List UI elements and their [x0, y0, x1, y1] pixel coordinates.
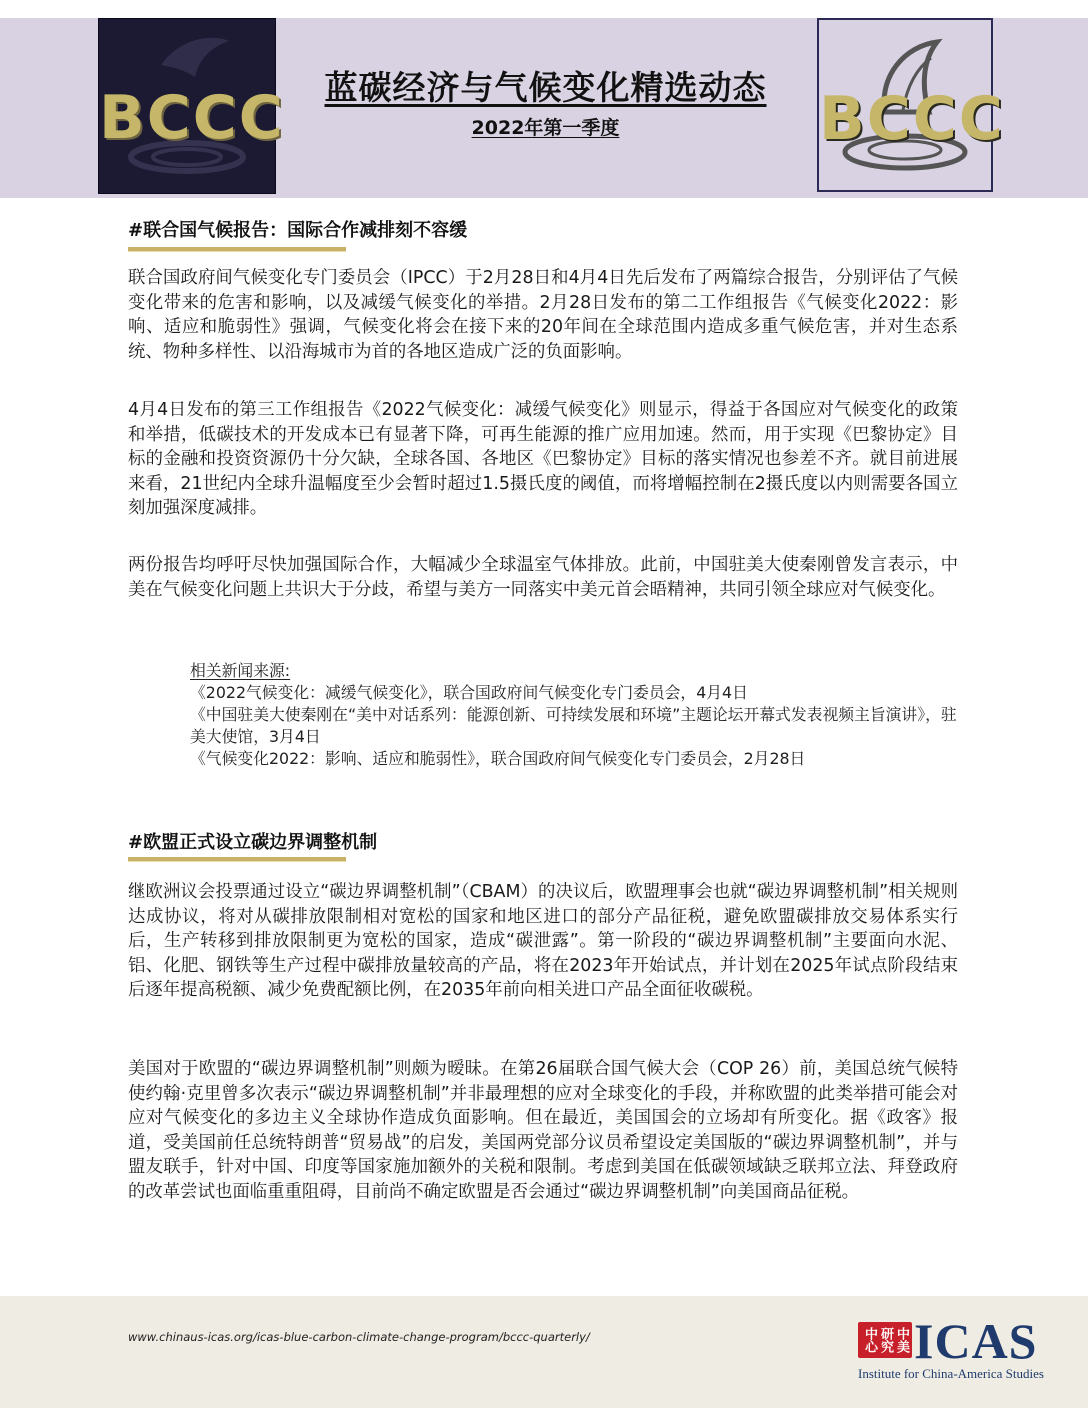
source-item: 《中国驻美大使秦刚在“美中对话系列：能源创新、可持续发展和环境”主题论坛开幕式发表视频主旨演讲》，驻美大使馆，3月4日	[190, 705, 957, 746]
icas-logo: ICAS	[914, 1313, 1038, 1369]
paragraph: 联合国政府间气候变化专门委员会（IPCC）于2月28日和4月4日先后发布了两篇综合报告，分别评估了气候变化带来的危害和影响，以及减缓气候变化的举措。2月28日发布的第二工作组报告《气候变化2022：影响、适应和脆弱性》强调，气候变化将会在接下来的20年间在全球范围内造成多重气候危害，并对生态系统、物种多样性、以沿海城市为首的各地区造成广泛的负面影响。	[128, 268, 958, 362]
logo-text: BCCC	[819, 84, 1005, 154]
heading-rule	[128, 857, 346, 861]
section-heading: #欧盟正式设立碳边界调整机制	[128, 832, 378, 853]
logo-text: BCCC	[99, 83, 285, 153]
paragraph: 4月4日发布的第三工作组报告《2022气候变化：减缓气候变化》则显示，得益于各国应对气候变化的政策和举措，低碳技术的开发成本已有显著下降，可再生能源的推广应用加速。然而，用于实现《巴黎协定》目标的金融和投资资源仍十分欠缺，全球各国、各地区《巴黎协定》目标的落实情况也参差不齐。就目前进展来看，21世纪内全球升温幅度至少会暂时超过1.5摄氏度的阈值，而将增幅控制在2摄氏度以内则需要各国立刻加强深度减排。	[128, 400, 958, 518]
footer-url[interactable]: www.chinaus-icas.org/icas-blue-carbon-climate-change-program/bccc-quarterly/	[128, 1330, 590, 1344]
paragraph: 继欧洲议会投票通过设立“碳边界调整机制”（CBAM）的决议后，欧盟理事会也就“碳边界调整机制”相关规则达成协议，将对从碳排放限制相对宽松的国家和地区进口的部分产品征税，避免欧盟碳排放交易体系实行后，生产转移到排放限制更为宽松的国家，造成“碳泄露”。第一阶段的“碳边界调整机制”主要面向水泥、铝、化肥、钢铁等生产过程中碳排放量较高的产品，将在2023年开始试点，并计划在2025年试点阶段结束后逐年提高税额、减少免费配额比例，在2035年前向相关进口产品全面征收碳税。	[128, 882, 958, 1000]
bccc-logo-dark	[98, 18, 285, 194]
news-sources	[190, 660, 960, 770]
icas-caption: Institute for China-America Studies	[858, 1366, 1044, 1381]
page-subtitle: 2022年第一季度	[471, 117, 620, 139]
source-item: 《气候变化2022：影响、适应和脆弱性》，联合国政府间气候变化专门委员会，2月28日	[190, 749, 806, 768]
section-heading: #联合国气候报告：国际合作减排刻不容缓	[128, 220, 468, 241]
paragraph: 美国对于欧盟的“碳边界调整机制”则颇为暧昧。在第26届联合国气候大会（COP 26）前，美国总统气候特使约翰·克里曾多次表示“碳边界调整机制”并非最理想的应对全球变化的手段，并称欧盟的此类举措可能会对应对气候变化的多边主义全球协作造成负面影响。但在最近，美国国会的立场却有所变化。据《政客》报道，受美国前任总统特朗普“贸易战”的启发，美国两党部分议员希望设定美国版的“碳边界调整机制”，并与盟友联手，针对中国、印度等国家施加额外的关税和限制。考虑到美国在低碳领域缺乏联邦立法、拜登政府的改革尝试也面临重重阻碍，目前尚不确定欧盟是否会通过“碳边界调整机制”向美国商品征税。	[128, 1059, 958, 1202]
source-item: 《2022气候变化：减缓气候变化》，联合国政府间气候变化专门委员会，4月4日	[190, 683, 748, 702]
sources-title: 相关新闻来源:	[190, 661, 291, 680]
page-title: 蓝碳经济与气候变化精选动态	[324, 68, 767, 107]
bccc-logo-light	[817, 18, 1005, 192]
paragraph: 两份报告均呼吁尽快加强国际合作，大幅减少全球温室气体排放。此前，中国驻美大使秦刚曾发言表示，中美在气候变化问题上共识大于分歧，希望与美方一同落实中美元首会晤精神，共同引领全球应对气候变化。	[128, 555, 958, 600]
heading-rule	[128, 247, 346, 251]
icas-seal-icon: 中美研究中心	[858, 1322, 912, 1358]
